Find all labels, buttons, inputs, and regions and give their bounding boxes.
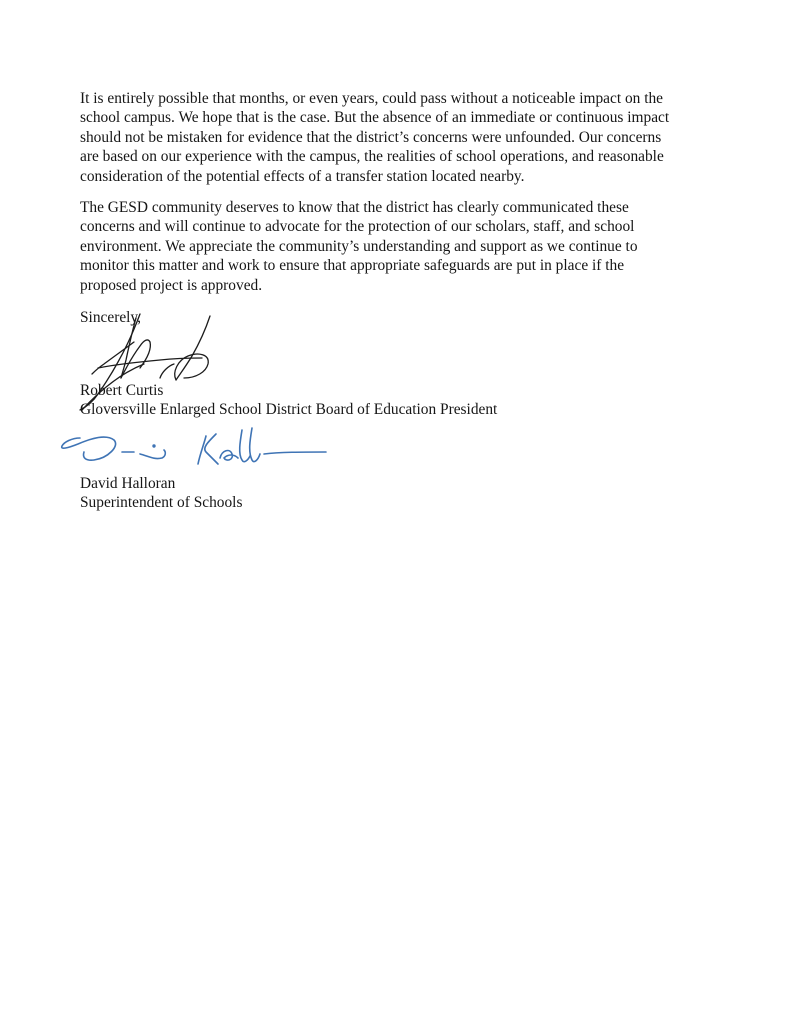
signature-david-halloran (58, 424, 330, 472)
paragraph-line: are based on our experience with the campus, the realities of school operations, and reasonable (80, 148, 664, 166)
paragraph-line: school campus. We hope that is the case. But the absence of an immediate or continuous impact (80, 109, 670, 127)
paragraph-line: It is entirely possible that months, or even years, could pass without a noticeable impact on the (80, 90, 663, 107)
closing-text: Sincerely, (80, 309, 141, 326)
paragraph-line: The GESD community deserves to know that the district has clearly communicated these (80, 199, 629, 216)
signatory-name: Robert Curtis (80, 382, 164, 399)
paragraph-impact (80, 89, 720, 186)
paragraph-line: monitor this matter and work to ensure that appropriate safeguards are put in place if the (80, 257, 625, 275)
signatory-title: Gloversville Enlarged School District Board of Education President (80, 401, 498, 419)
paragraph-line: environment. We appreciate the community’s understanding and support as we continue to (80, 237, 638, 255)
paragraph-line: concerns and will continue to advocate for the protection of our scholars, staff, and school (80, 218, 635, 236)
paragraph-line: proposed project is approved. (80, 276, 263, 294)
signatory-name: David Halloran (80, 475, 176, 492)
signatory-title: Superintendent of Schools (80, 494, 243, 512)
paragraph-line: consideration of the potential effects of a transfer station located nearby. (80, 167, 525, 185)
signature-strokes (62, 428, 326, 464)
signatory-halloran (80, 474, 720, 513)
signatory-curtis (80, 381, 720, 420)
paragraph-line: should not be mistaken for evidence that the district’s concerns were unfounded. Our concerns (80, 128, 662, 146)
paragraph-community (80, 198, 720, 295)
